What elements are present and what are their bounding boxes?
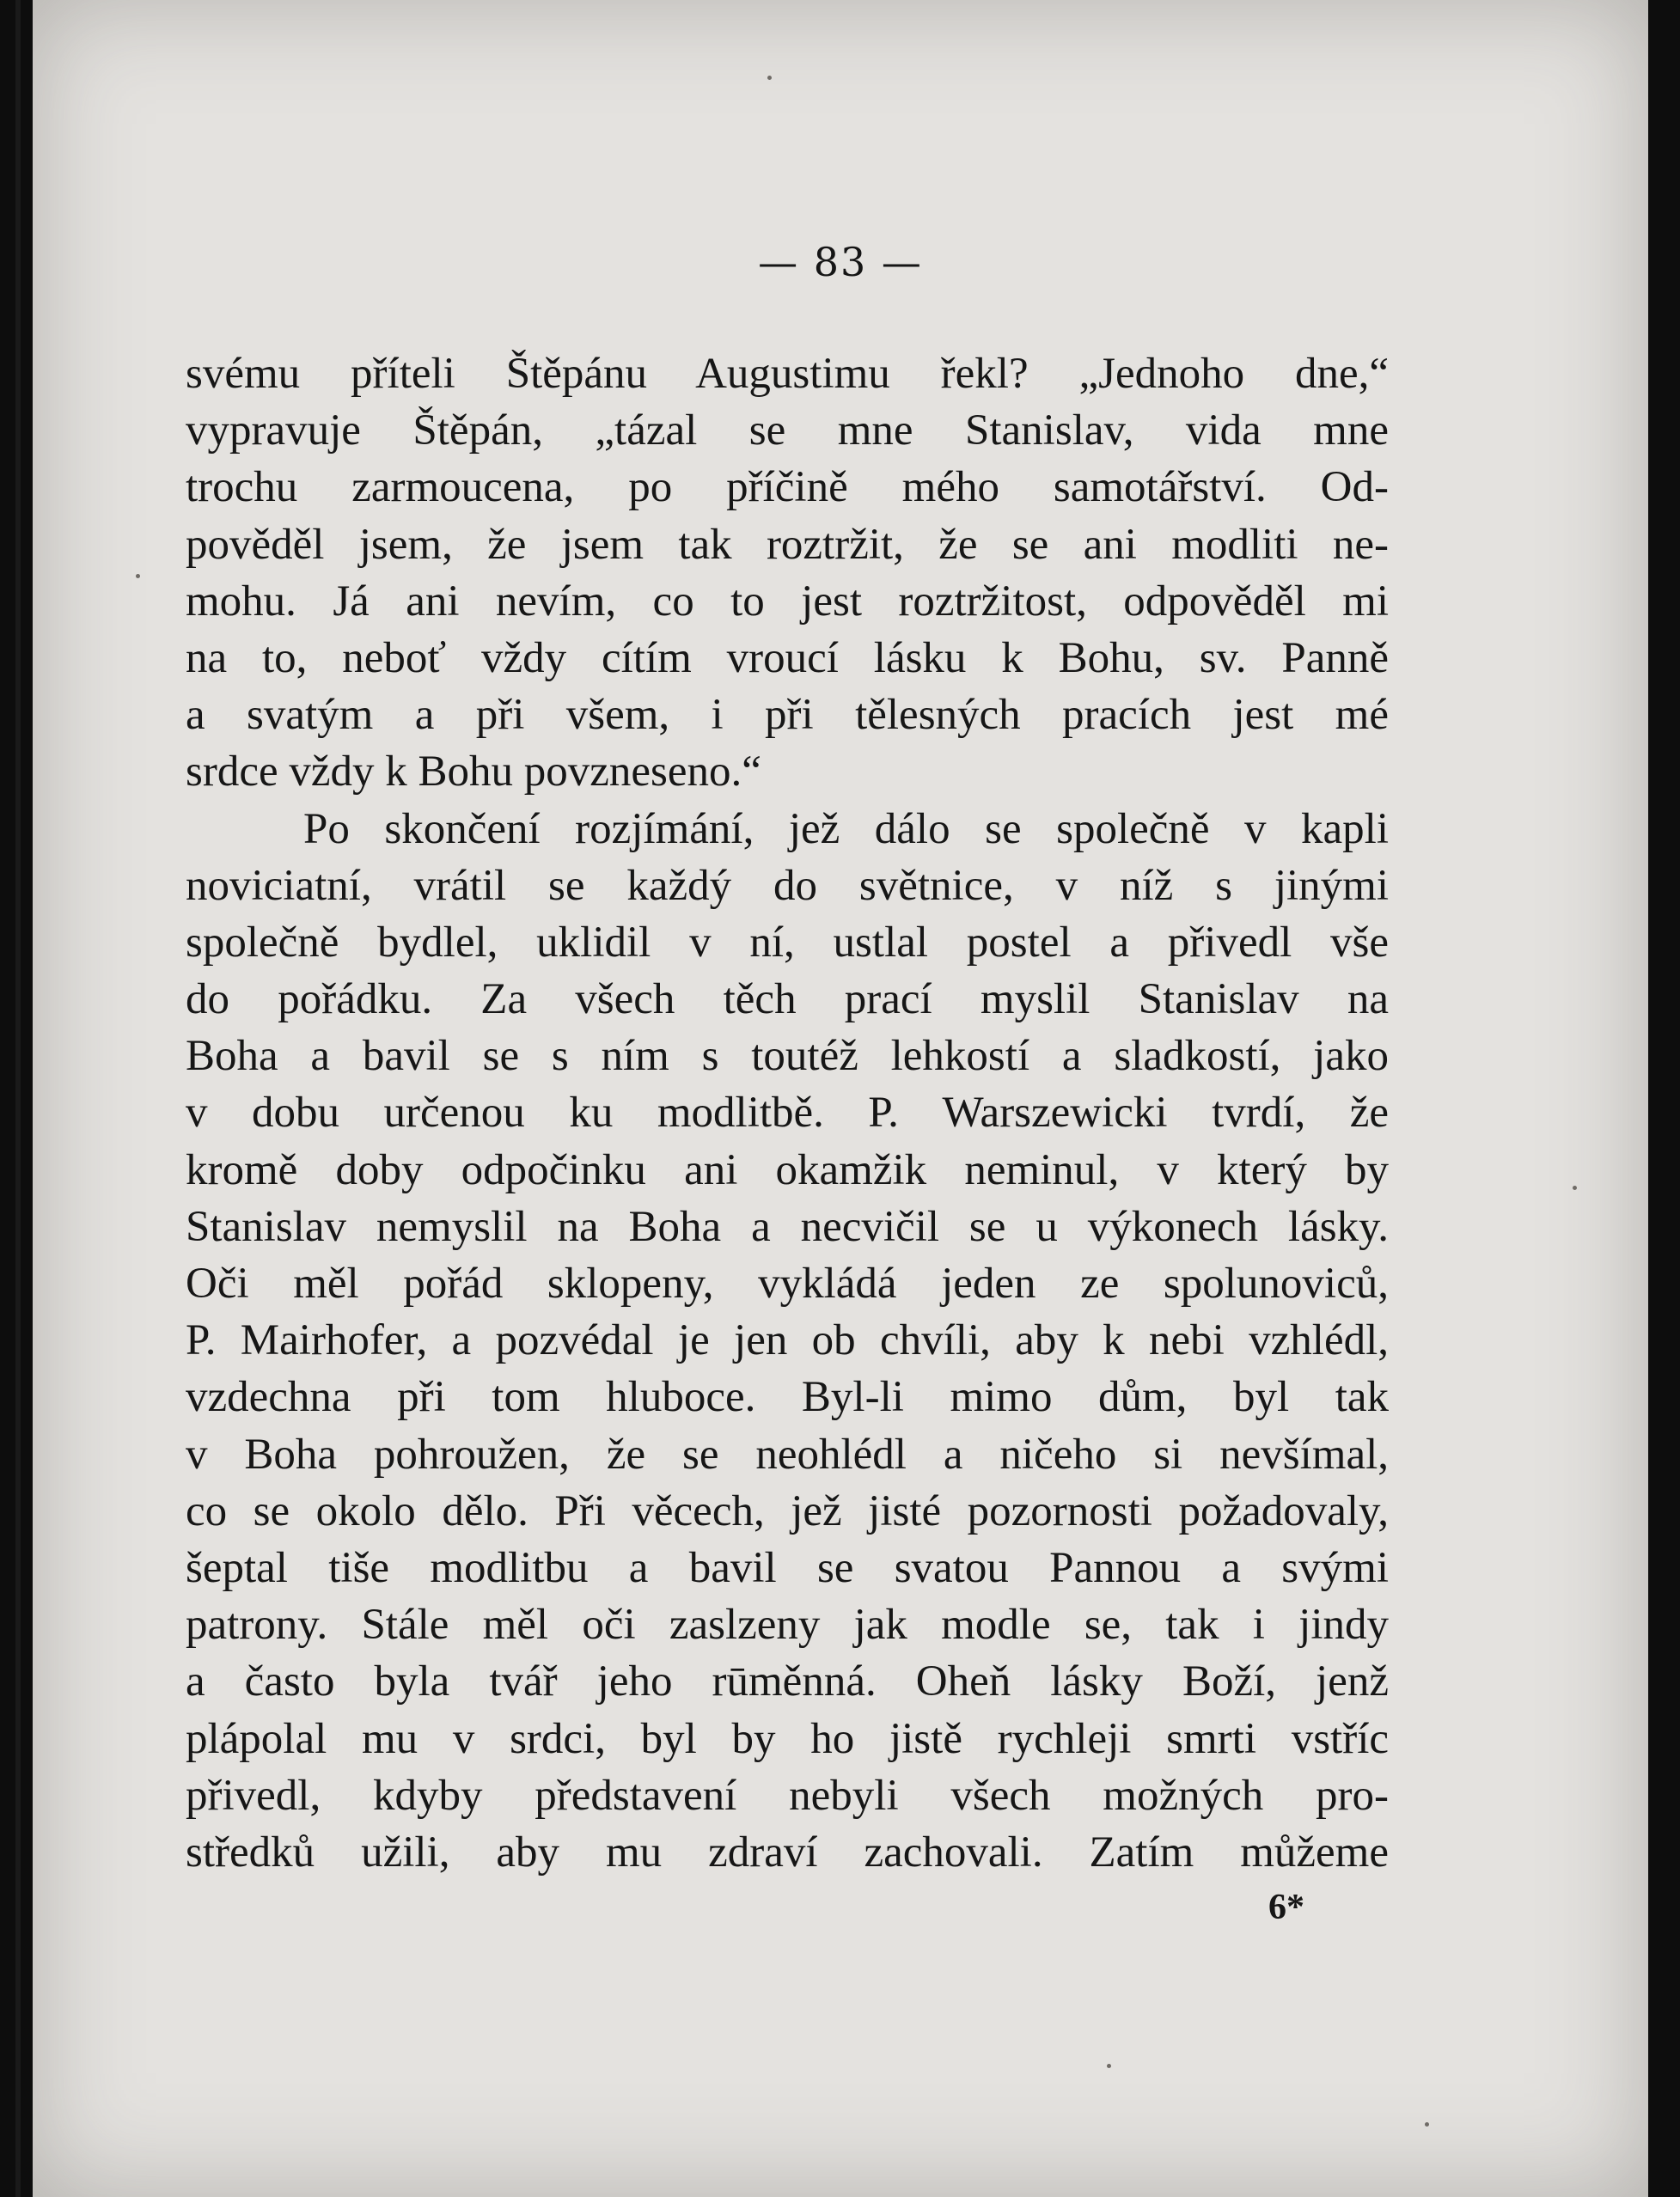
text-line: do pořádku. Za všech těch prací myslil Stanislav na [186,975,1389,1024]
text-line: mohu. Já ani nevím, co to jest roztržitost, odpověděl mi [186,577,1389,626]
text-line: svému příteli Štěpánu Augustimu řekl? „Jednoho dne,“ [186,350,1389,398]
text-line: co se okolo dělo. Při věcech, jež jisté pozornosti požadovaly, [186,1486,1389,1535]
paper-speck [136,574,140,578]
text-line: společně bydlel, uklidil v ní, ustlal postel a přivedl vše [186,918,1389,967]
text-line: vzdechna při tom hluboce. Byl-li mimo dům, byl tak [186,1373,1389,1422]
text-line: noviciatní, vrátil se každý do světnice, v níž s jinými [186,861,1389,910]
paper-speck [1425,2122,1429,2127]
text-line: Boha a bavil se s ním s toutéž lehkostí a sladkostí, jako [186,1032,1389,1081]
text-line: a často byla tvář jeho rūměnná. Oheň lásky Boží, jenž [186,1657,1389,1706]
text-line: středků užili, aby mu zdraví zachovali. Zatím můžeme [186,1828,1389,1877]
text-line: pověděl jsem, že jsem tak roztržit, že se ani modliti ne- [186,520,1389,569]
text-line: plápolal mu v srdci, byl by ho jistě rychleji smrti vstříc [186,1714,1389,1763]
text-line: P. Mairhofer, a pozvédal je jen ob chvíli, aby k nebi vzhlédl, [186,1316,1389,1365]
text-line: v Boha pohroužen, že se neohlédl a ničeho si nevšímal, [186,1430,1389,1479]
text-line: Oči měl pořád sklopeny, vykládá jeden ze spolunoviců, [186,1260,1389,1308]
book-page [33,0,1648,2197]
body-text [186,345,1389,1881]
text-line: vypravuje Štěpán, „tázal se mne Stanislav, vida mne [186,406,1389,455]
text-line: na to, neboť vždy cítím vroucí lásku k Bohu, sv. Panně [186,633,1389,682]
paper-speck [1573,1186,1577,1190]
signature-mark: 6* [1268,1888,1304,1927]
text-line: srdce vždy k Bohu povzneseno.“ [186,748,761,796]
text-line: kromě doby odpočinku ani okamžik neminul, v který by [186,1145,1389,1194]
text-line: v dobu určenou ku modlitbě. P. Warszewicki tvrdí, že [186,1089,1389,1138]
paper-speck [1107,2064,1111,2068]
text-line: šeptal tiše modlitbu a bavil se svatou Pannou a svými [186,1543,1389,1592]
paper-speck [767,76,772,80]
text-line: přivedl, kdyby představení nebyli všech možných pro- [186,1771,1389,1820]
page-number: — 83 — [758,239,923,285]
text-line: trochu zarmoucena, po příčině mého samotářství. Od- [186,463,1389,512]
text-line: Po skončení rozjímání, jež dálo se společně v kapli [303,804,1389,853]
page-edge-shadow [15,0,21,2197]
text-line: Stanislav nemyslil na Boha a necvičil se u výkonech lásky. [186,1202,1389,1251]
text-line: patrony. Stále měl oči zaslzeny jak modle se, tak i jindy [186,1601,1389,1650]
text-line: a svatým a při všem, i při tělesných pracích jest mé [186,691,1389,740]
